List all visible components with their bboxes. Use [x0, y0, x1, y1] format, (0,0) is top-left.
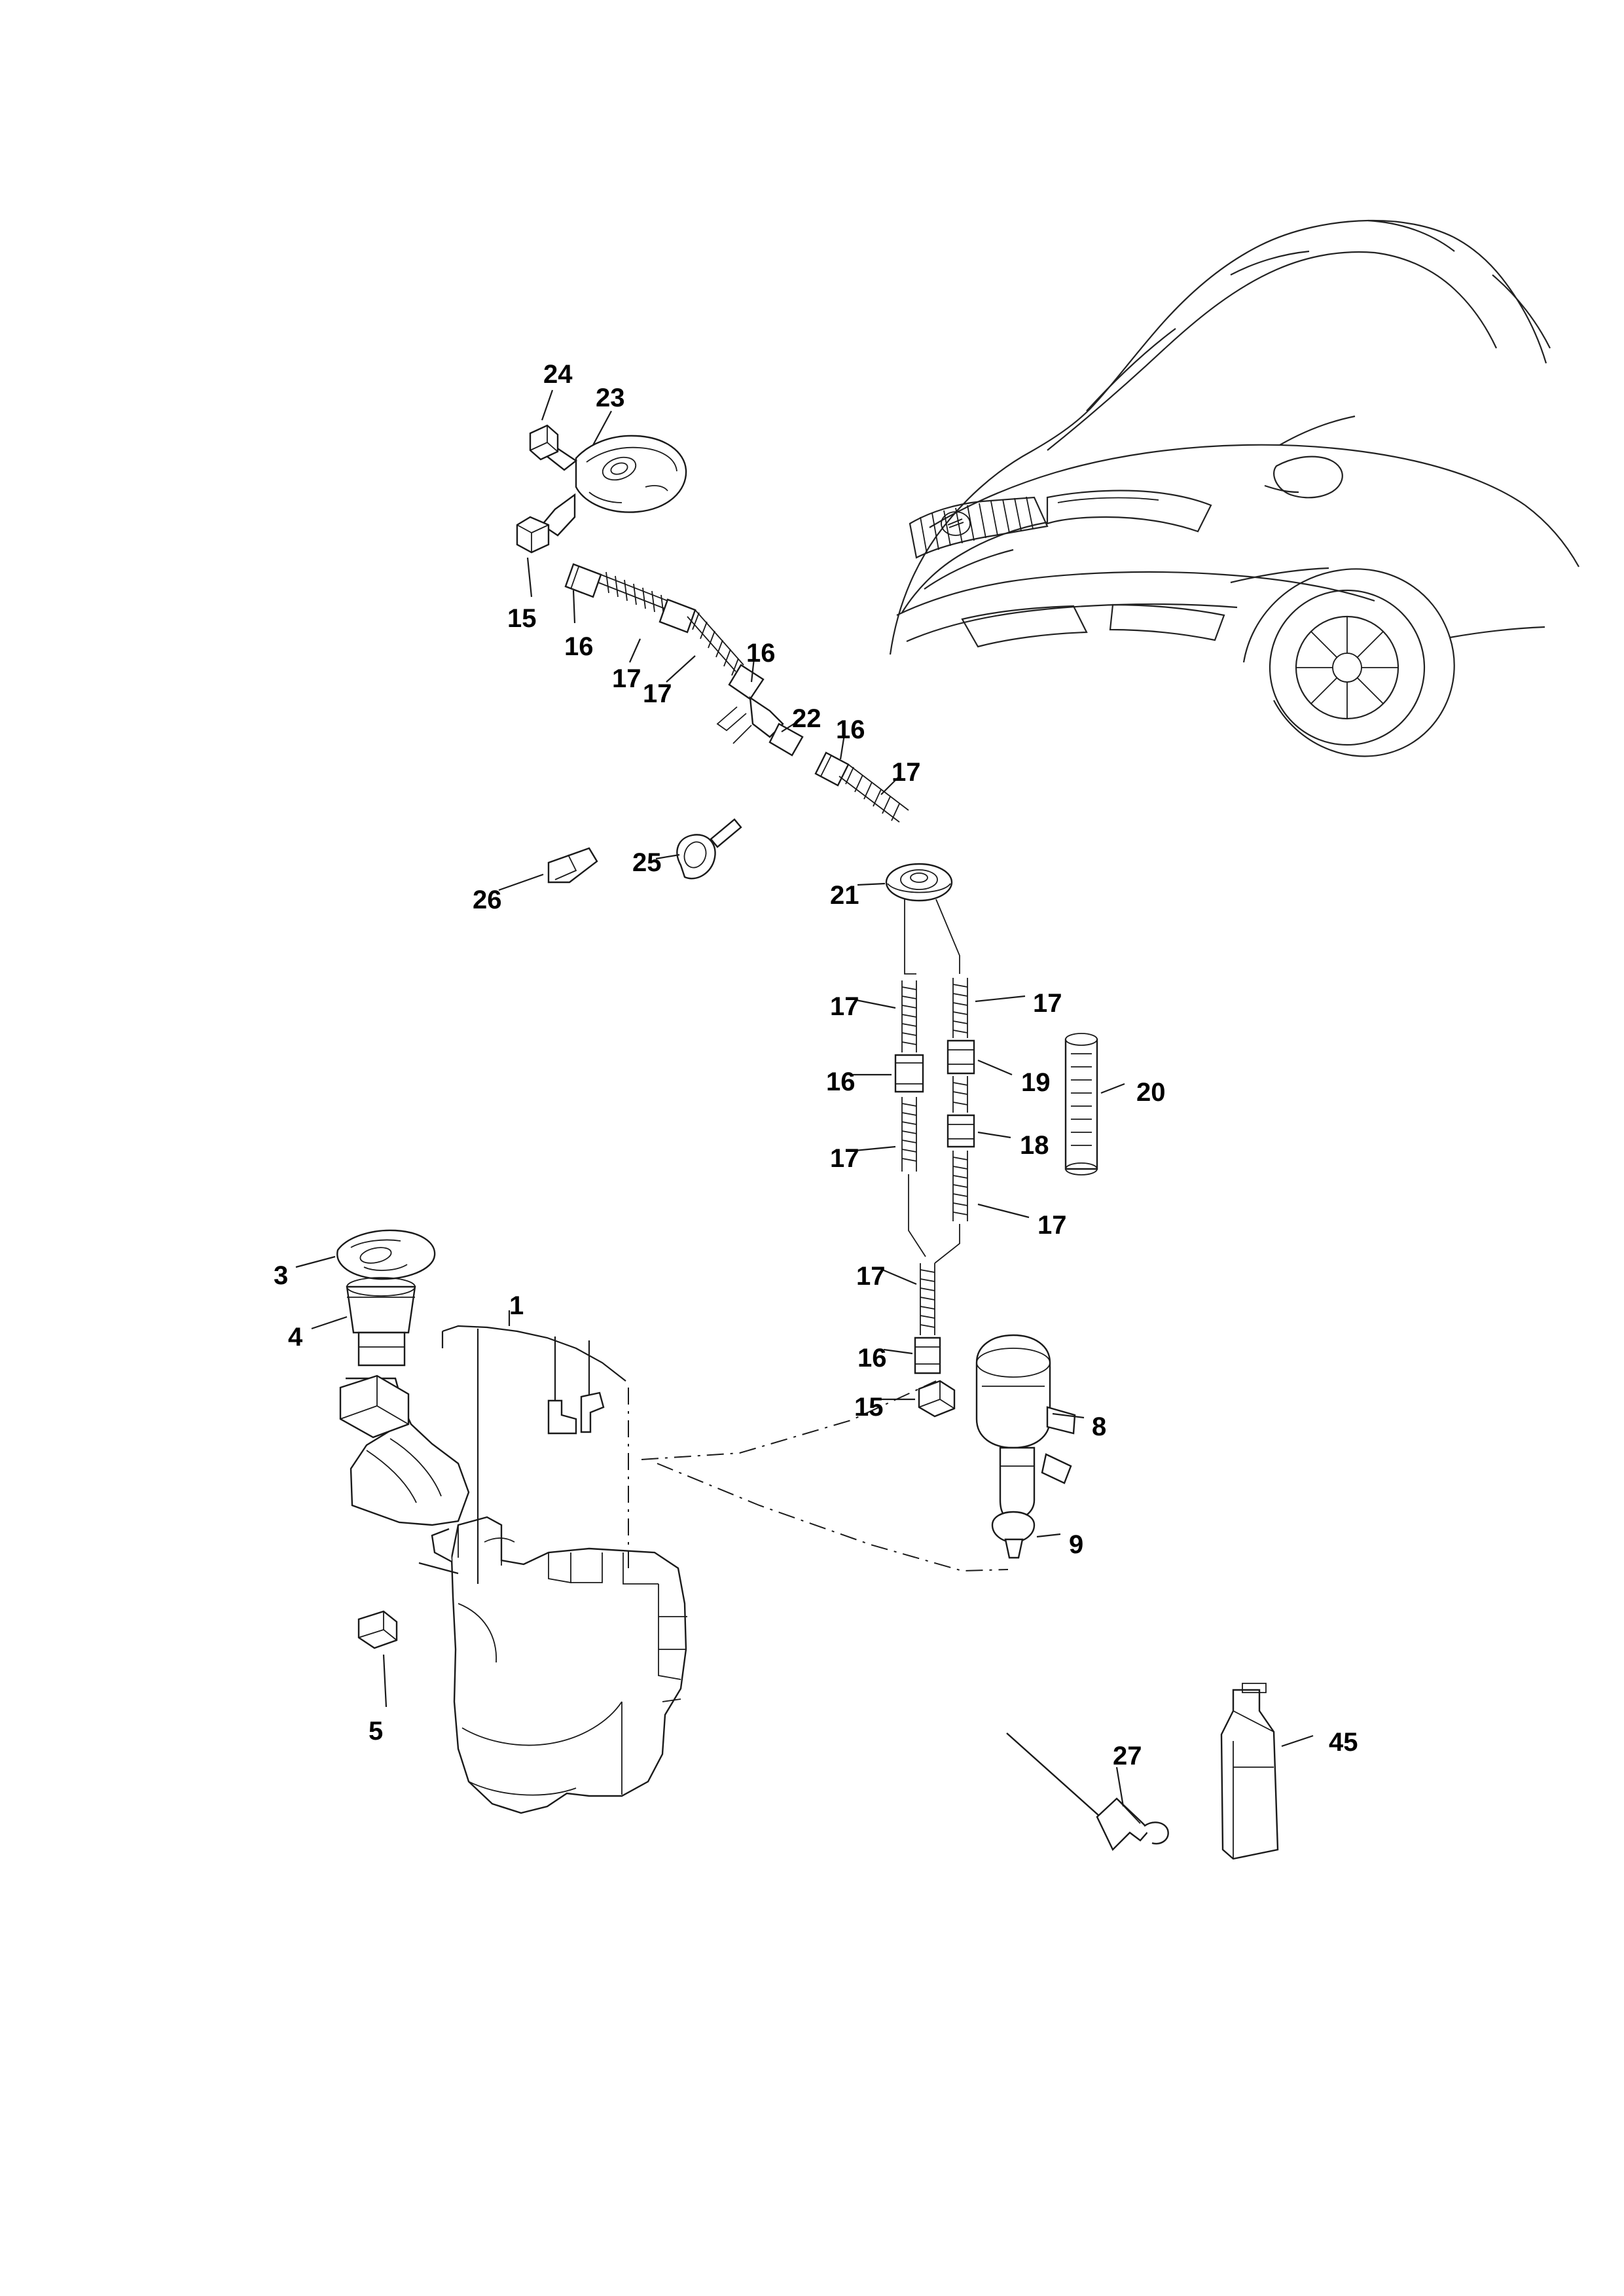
- callout-45: 45: [1329, 1728, 1358, 1757]
- part-8-washer-pump: [977, 1335, 1075, 1558]
- callout-19: 19: [1021, 1068, 1051, 1097]
- callout-16-d: 16: [826, 1067, 856, 1096]
- part-26-clip: [549, 848, 597, 882]
- callout-17-e: 17: [1033, 989, 1062, 1018]
- callout-16-c: 16: [836, 715, 865, 744]
- callout-21: 21: [830, 881, 859, 910]
- callout-27: 27: [1113, 1742, 1142, 1770]
- part-25-cable-tie: [677, 819, 741, 878]
- callout-17-a: 17: [612, 664, 641, 693]
- callout-9: 9: [1069, 1530, 1084, 1559]
- callout-16-b: 16: [746, 639, 776, 668]
- callout-17-c: 17: [892, 758, 921, 787]
- callout-17-f: 17: [830, 1144, 859, 1173]
- callout-5: 5: [369, 1717, 384, 1746]
- callout-17-g: 17: [1038, 1211, 1067, 1240]
- callout-15-lower: 15: [854, 1393, 884, 1422]
- callout-26: 26: [473, 886, 502, 914]
- vehicle-outline: [890, 221, 1579, 757]
- callout-17-d: 17: [830, 992, 859, 1021]
- callout-17-b: 17: [643, 679, 672, 708]
- callout-17-h: 17: [856, 1262, 886, 1291]
- callout-16-e: 16: [857, 1344, 887, 1372]
- hose-assembly-upper: [566, 564, 952, 901]
- callout-15-upper: 15: [507, 604, 537, 633]
- callout-8: 8: [1092, 1412, 1107, 1441]
- callout-25: 25: [632, 848, 662, 877]
- callout-3: 3: [274, 1261, 289, 1290]
- callout-18: 18: [1020, 1131, 1049, 1160]
- part-3-filler-cap: [337, 1230, 435, 1279]
- callout-23: 23: [596, 384, 625, 412]
- callout-20: 20: [1136, 1078, 1166, 1107]
- part-23-washer-jet: [517, 425, 686, 552]
- part-4-filler-neck: [347, 1278, 415, 1365]
- callout-1: 1: [509, 1291, 524, 1320]
- callout-16-a: 16: [564, 632, 594, 661]
- part-27-tool: [1007, 1733, 1168, 1850]
- callout-24: 24: [543, 360, 573, 389]
- callout-22: 22: [792, 704, 821, 733]
- callout-4: 4: [288, 1323, 303, 1352]
- part-45-fluid-bottle: [1221, 1683, 1278, 1859]
- part-1-washer-reservoir: [340, 1376, 687, 1813]
